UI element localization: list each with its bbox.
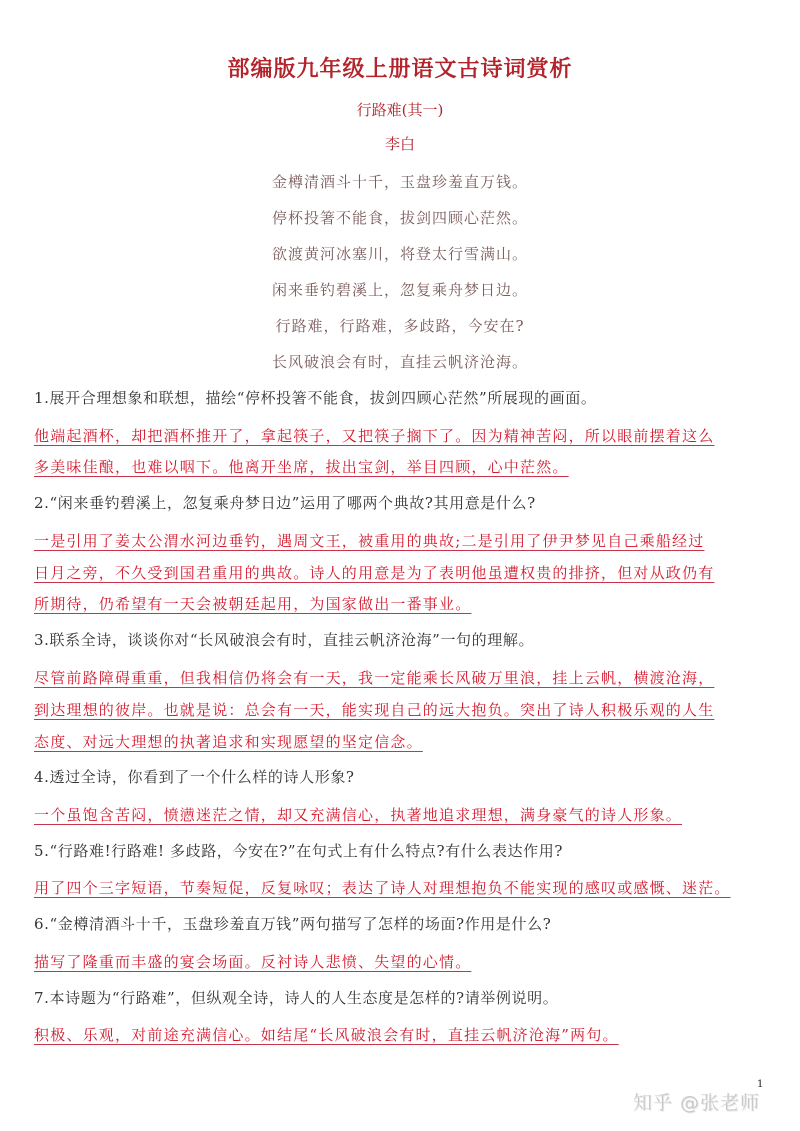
page-number: 1: [757, 1079, 764, 1090]
answer-line: 态度、对远大理想的执著追求和实现愿望的坚定信念。: [34, 733, 423, 751]
answer-line: 尽管前路障碍重重，但我相信仍将会有一天，我一定能乘长风破万里浪，挂上云帆，横渡沧海，: [34, 669, 715, 687]
answer-line: 一是引用了姜太公渭水河边垂钓，遇周文王，被重用的典故;二是引用了伊尹梦见自己乘船经过: [34, 532, 705, 550]
question-text: 2.“闲来垂钓碧溪上，忽复乘舟梦日边”运用了哪两个典故?其用意是什么?: [34, 494, 536, 512]
question-text: 3.联系全诗，谈谈你对“长风破浪会有时，直挂云帆济沧海”一句的理解。: [34, 631, 535, 649]
poem-line: 行路难，行路难，多歧路，今安在?: [275, 317, 525, 335]
answer-line: 他端起酒杯，却把酒杯推开了，拿起筷子，又把筷子搁下了。因为精神苦闷，所以眼前摆着这么: [34, 427, 715, 445]
question-text: 4.透过全诗，你看到了一个什么样的诗人形象?: [34, 768, 355, 786]
poem-title: 行路难(其一): [356, 101, 444, 119]
answer-line: 积极、乐观，对前途充满信心。如结尾“长风破浪会有时，直挂云帆济沧海”两句。: [34, 1026, 619, 1044]
poem-line: 欲渡黄河冰塞川，将登太行雪满山。: [271, 245, 528, 263]
answer-line: 所期待，仍希望有一天会被朝廷起用，为国家做出一番事业。: [34, 595, 472, 613]
poem-author: 李白: [384, 135, 415, 153]
answer-line: 用了四个三字短语，节奏短促，反复咏叹；表达了诗人对理想抱负不能实现的感叹或感慨、迷茫。: [34, 879, 731, 897]
poem-line: 长风破浪会有时，直挂云帆济沧海。: [271, 353, 528, 371]
question-text: 6.“金樽清酒斗十千，玉盘珍羞直万钱”两句描写了怎样的场面?作用是什么?: [34, 915, 552, 933]
question-text: 7.本诗题为“行路难”，但纵观全诗，诗人的人生态度是怎样的?请举例说明。: [34, 989, 559, 1007]
watermark: 知乎 @张老师: [633, 1092, 761, 1114]
poem-line: 停杯投箸不能食，拔剑四顾心茫然。: [271, 209, 528, 227]
answer-line: 多美味佳酿，也难以咽下。他离开坐席，拔出宝剑，举目四顾，心中茫然。: [34, 458, 569, 476]
answer-line: 一个虽饱含苦闷，愤懑迷茫之情，却又充满信心，执著地追求理想，满身豪气的诗人形象。: [34, 806, 683, 824]
question-text: 1.展开合理想象和联想，描绘“停杯投箸不能食，拔剑四顾心茫然”所展现的画面。: [34, 389, 597, 407]
answer-line: 描写了隆重而丰盛的宴会场面。反衬诗人悲愤、失望的心情。: [34, 953, 472, 971]
poem-line: 闲来垂钓碧溪上，忽复乘舟梦日边。: [271, 281, 528, 299]
poem-line: 金樽清酒斗十千，玉盘珍羞直万钱。: [271, 173, 528, 191]
answer-line: 日月之旁，不久受到国君重用的典故。诗人的用意是为了表明他虽遭权贵的排挤，但对从政仍有: [34, 564, 715, 582]
document-title: 部编版九年级上册语文古诗词赏析: [227, 56, 573, 82]
question-text: 5.“行路难!行路难! 多歧路，今安在?”在句式上有什么特点?有什么表达作用?: [34, 842, 564, 860]
answer-line: 到达理想的彼岸。也就是说：总会有一天，能实现自己的远大抱负。突出了诗人积极乐观的人生: [34, 701, 715, 719]
